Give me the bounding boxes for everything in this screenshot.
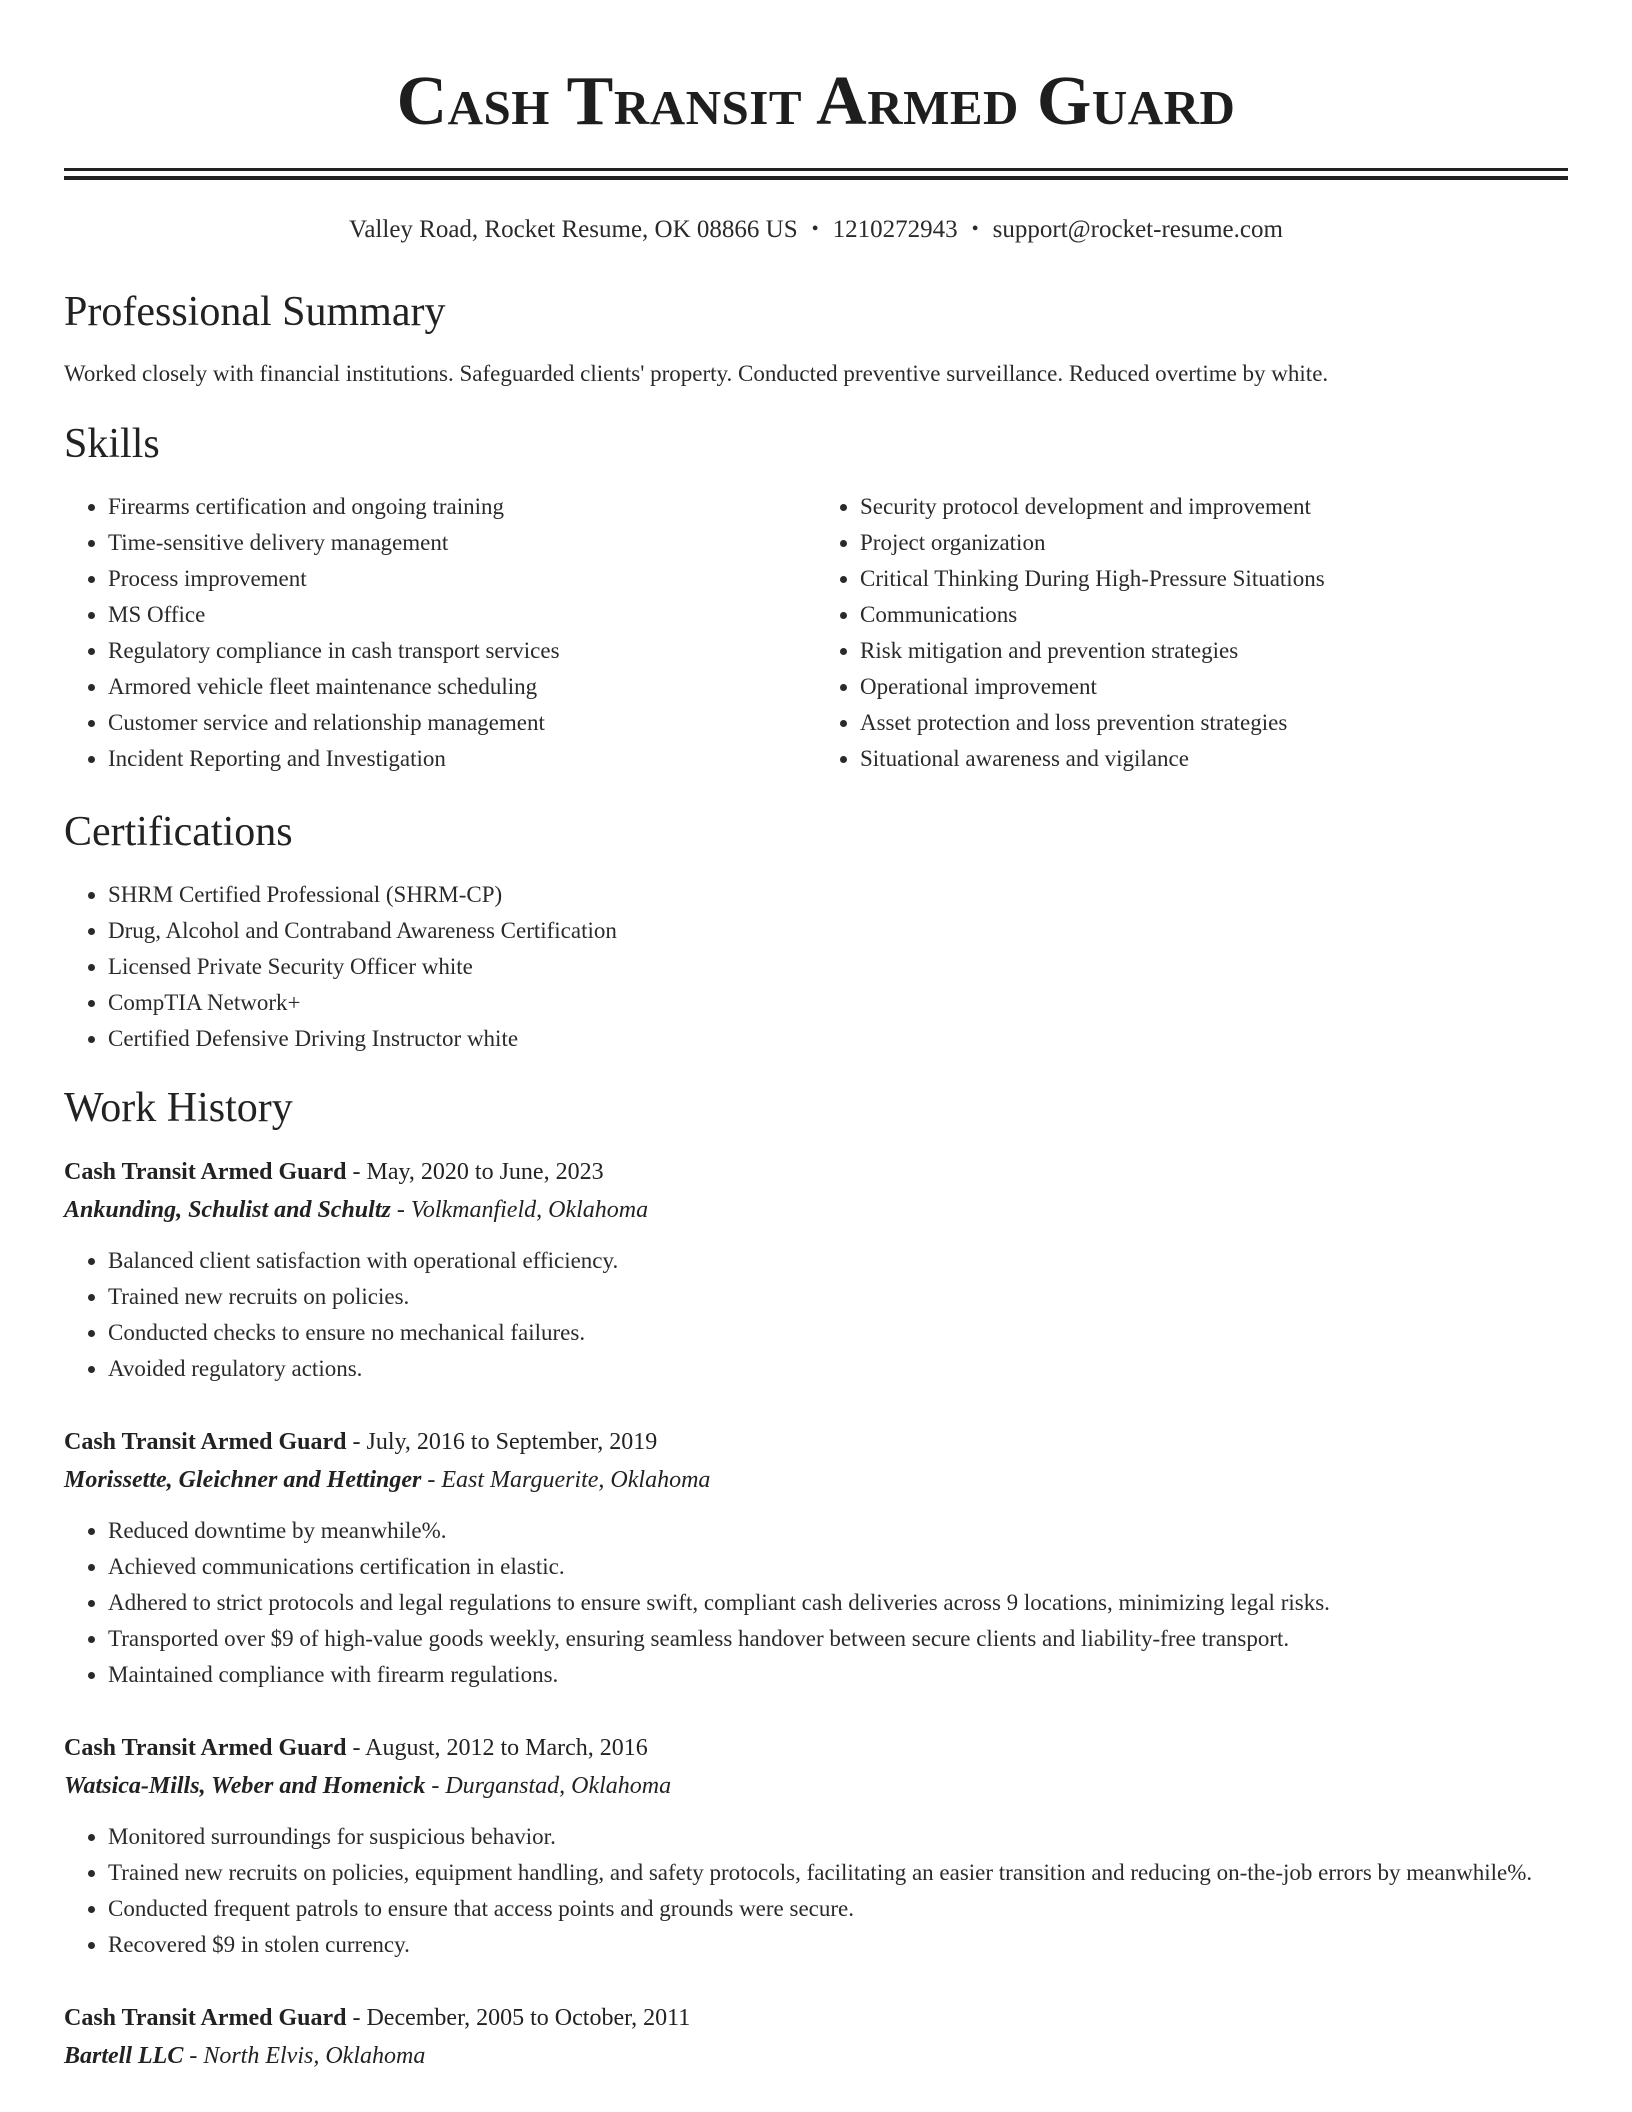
skills-heading: Skills: [64, 421, 160, 467]
job-bullet: • Conducted checks to ensure no mechanical failures.: [108, 1315, 1568, 1351]
job-title-line: [64, 1999, 1568, 2037]
skill-item: • Project organization: [860, 525, 1568, 561]
summary-text: Worked closely with financial institutions. Safeguarded clients' property. Conducted preventive surveillance. Reduced overtime by white.: [64, 361, 1329, 386]
resume-page: [64, 0, 1568, 2075]
contact-phone: 1210272943: [832, 216, 958, 243]
certifications-heading: Certifications: [64, 809, 293, 855]
job-dates: - July, 2016 to September, 2019: [346, 1429, 658, 1455]
skill-item: • Incident Reporting and Investigation: [108, 741, 816, 777]
job-bullet: • Reduced downtime by meanwhile%.: [108, 1513, 1568, 1549]
contact-address: Valley Road, Rocket Resume, OK 08866 US: [349, 216, 798, 243]
skills-columns: [64, 489, 1568, 777]
job-location: - North Elvis, Oklahoma: [183, 2043, 426, 2069]
job-role: Cash Transit Armed Guard: [64, 1429, 347, 1455]
job-bullet: • Trained new recruits on policies.: [108, 1279, 1568, 1315]
job-location: - East Marguerite, Oklahoma: [421, 1467, 711, 1493]
job-bullets: [64, 1819, 1568, 1963]
job-company-line: [64, 1191, 1568, 1229]
certification-item: • Drug, Alcohol and Contraband Awareness Certification: [108, 913, 1568, 949]
skill-item: • Asset protection and loss prevention strategies: [860, 705, 1568, 741]
job-company-line: [64, 1461, 1568, 1499]
work-history-heading: Work History: [64, 1085, 293, 1131]
job-bullet: • Maintained compliance with firearm regulations.: [108, 1657, 1568, 1693]
job-bullet: • Transported over $9 of high-value goods weekly, ensuring seamless handover between secure clients and liability-free transport.: [108, 1621, 1568, 1657]
job-bullet: • Conducted frequent patrols to ensure that access points and grounds were secure.: [108, 1891, 1568, 1927]
job-company: Ankunding, Schulist and Schultz: [64, 1197, 391, 1223]
summary-heading: Professional Summary: [64, 289, 446, 335]
skills-list-right: [816, 489, 1568, 777]
contact-email: support@rocket-resume.com: [992, 216, 1283, 243]
skill-item: • Situational awareness and vigilance: [860, 741, 1568, 777]
job-bullet: • Recovered $9 in stolen currency.: [108, 1927, 1568, 1963]
job-title-line: [64, 1153, 1568, 1191]
job-location: - Volkmanfield, Oklahoma: [390, 1197, 649, 1223]
skill-item: • Customer service and relationship management: [108, 705, 816, 741]
job-bullet: • Adhered to strict protocols and legal regulations to ensure swift, compliant cash deliveries across 9 locations, minimizing legal risks.: [108, 1585, 1568, 1621]
job-entry: [64, 1153, 1568, 1387]
skill-item: • Firearms certification and ongoing training: [108, 489, 816, 525]
skill-item: • Security protocol development and improvement: [860, 489, 1568, 525]
skill-item: • Critical Thinking During High-Pressure Situations: [860, 561, 1568, 597]
job-company-line: [64, 1767, 1568, 1805]
certification-item: • CompTIA Network+: [108, 985, 1568, 1021]
resume-name: Cash Transit Armed Guard: [396, 63, 1236, 140]
job-bullet: • Monitored surroundings for suspicious behavior.: [108, 1819, 1568, 1855]
skill-item: • MS Office: [108, 597, 816, 633]
skill-item: • Risk mitigation and prevention strategies: [860, 633, 1568, 669]
job-title-line: [64, 1729, 1568, 1767]
certifications-list: [64, 877, 1568, 1057]
job-entry: [64, 1423, 1568, 1693]
job-bullet: • Balanced client satisfaction with operational efficiency.: [108, 1243, 1568, 1279]
job-bullet: • Trained new recruits on policies, equipment handling, and safety protocols, facilitating an easier transition and reducing on-the-job errors by meanwhile%.: [108, 1855, 1568, 1891]
skill-item: • Process improvement: [108, 561, 816, 597]
job-company: Morissette, Gleichner and Hettinger: [64, 1467, 422, 1493]
job-company: Bartell LLC: [64, 2043, 184, 2069]
job-role: Cash Transit Armed Guard: [64, 2005, 347, 2031]
contact-separator: •: [971, 218, 979, 240]
job-location: - Durganstad, Oklahoma: [425, 1773, 672, 1799]
skill-item: • Armored vehicle fleet maintenance scheduling: [108, 669, 816, 705]
job-bullets: [64, 1513, 1568, 1693]
contact-line: [64, 214, 1568, 245]
skill-item: • Regulatory compliance in cash transport services: [108, 633, 816, 669]
job-role: Cash Transit Armed Guard: [64, 1735, 347, 1761]
skill-item: • Communications: [860, 597, 1568, 633]
job-company-line: [64, 2037, 1568, 2075]
job-title-line: [64, 1423, 1568, 1461]
job-dates: - August, 2012 to March, 2016: [346, 1735, 648, 1761]
contact-separator: •: [811, 218, 819, 240]
job-dates: - May, 2020 to June, 2023: [346, 1159, 604, 1185]
job-entry: [64, 1999, 1568, 2075]
header-divider-top: [64, 168, 1568, 171]
skills-list-left: [64, 489, 816, 777]
certification-item: • Licensed Private Security Officer white: [108, 949, 1568, 985]
job-bullet: • Achieved communications certification in elastic.: [108, 1549, 1568, 1585]
skill-item: • Time-sensitive delivery management: [108, 525, 816, 561]
skill-item: • Operational improvement: [860, 669, 1568, 705]
job-bullet: • Avoided regulatory actions.: [108, 1351, 1568, 1387]
job-bullets: [64, 1243, 1568, 1387]
job-role: Cash Transit Armed Guard: [64, 1159, 347, 1185]
header-divider-bottom: [64, 176, 1568, 180]
certification-item: • Certified Defensive Driving Instructor white: [108, 1021, 1568, 1057]
certification-item: • SHRM Certified Professional (SHRM-CP): [108, 877, 1568, 913]
job-entry: [64, 1729, 1568, 1963]
job-company: Watsica-Mills, Weber and Homenick: [64, 1773, 426, 1799]
job-dates: - December, 2005 to October, 2011: [346, 2005, 691, 2031]
